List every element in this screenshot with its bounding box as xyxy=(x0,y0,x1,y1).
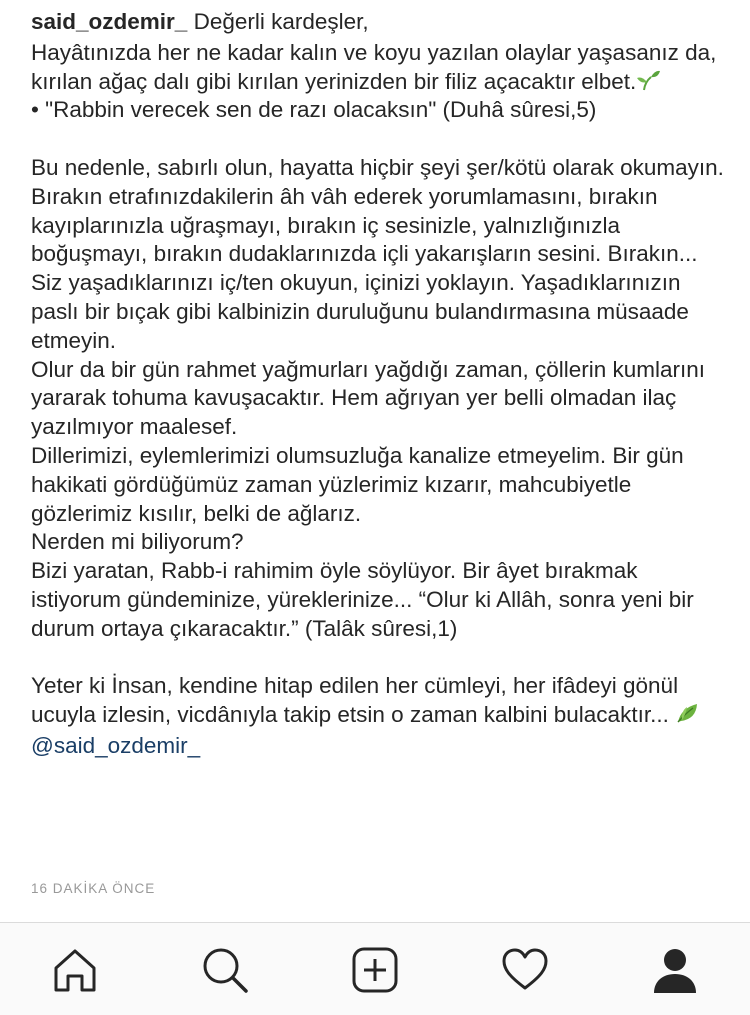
post-timestamp: 16 DAKİKA ÖNCE xyxy=(31,881,156,896)
caption-paragraph-1 xyxy=(31,39,731,97)
bottom-tab-bar xyxy=(0,922,750,1015)
username-link[interactable]: said_ozdemir_ xyxy=(31,9,188,34)
caption-paragraph-6: Dillerimizi, eylemlerimizi olumsuzluğa kanalize etmeyelim. Bir gün hakikati gördüğümüz zaman yüzlerimiz kızarır, mahcubiyetle gözlerimiz kısılır, belki de ağlarız. xyxy=(31,442,684,526)
caption-paragraph-4: Siz yaşadıklarınızı iç/ten okuyun, içinizi yoklayın. Yaşadıklarınızın paslı bir bıçak gibi kalbinizin duruluğunu bulandırmasına müsaade etmeyin. xyxy=(31,270,689,353)
caption-paragraph-7: Nerden mi biliyorum? xyxy=(31,529,244,555)
mention-link[interactable]: @said_ozdemir_ xyxy=(31,732,201,758)
search-icon xyxy=(201,946,249,994)
tab-activity[interactable] xyxy=(498,943,552,997)
activity-heart-icon xyxy=(501,946,549,994)
caption-paragraph-9 xyxy=(31,672,731,730)
caption-opening: Değerli kardeşler, xyxy=(193,9,369,34)
home-icon xyxy=(51,946,99,994)
spacer xyxy=(31,125,731,154)
tab-profile[interactable] xyxy=(648,943,702,997)
tab-home[interactable] xyxy=(48,943,102,997)
seedling-icon xyxy=(636,69,660,91)
caption-paragraph-2: • "Rabbin verecek sen de razı olacaksın" (Duhâ sûresi,5) xyxy=(31,97,597,123)
tab-new-post[interactable] xyxy=(348,943,402,997)
caption-text: Hayâtınızda her ne kadar kalın ve koyu yazılan olaylar yaşasanız da, kırılan ağaç dalı gibi kırılan yerinizden bir filiz açacaktır elbet. xyxy=(31,39,717,94)
new-post-icon xyxy=(351,946,399,994)
caption-line-1 xyxy=(31,8,731,37)
tab-search[interactable] xyxy=(198,943,252,997)
profile-icon xyxy=(651,946,699,994)
leaf-icon xyxy=(675,702,699,724)
caption-paragraph-8: Bizi yaratan, Rabb-i rahimim öyle söylüyor. Bir âyet bırakmak istiyorum gündeminize, yüreklerinize... “Olur ki Allâh, sonra yeni bir durum ortaya çıkaracaktır.” (Talâk sûresi,1) xyxy=(31,558,694,641)
post-caption xyxy=(31,8,731,761)
caption-text: Yeter ki İnsan, kendine hitap edilen her cümleyi, her ifâdeyi gönül ucuyla izlesin, vicdânıyla takip etsin o zaman kalbini bulacaktır... xyxy=(31,673,679,728)
caption-paragraph-3: Bu nedenle, sabırlı olun, hayatta hiçbir şeyi şer/kötü olarak okumayın. Bırakın etrafınızdakilerin âh vâh ederek yorumlamasını, bırakın kayıplarınızla uğraşmayı, bırakın iç sesinizle, yalnızlığınızla boğuşmayı, bırakın dudaklarınızda içli yakarışların sesini. Bırakın... xyxy=(31,154,724,267)
caption-paragraph-5: Olur da bir gün rahmet yağmurları yağdığı zaman, çöllerin kumlarını yararak tohuma kavuşacaktır. Hem ağrıyan yer belli olmadan ilaç yazılmıyor maalesef. xyxy=(31,356,706,440)
spacer xyxy=(31,644,731,673)
